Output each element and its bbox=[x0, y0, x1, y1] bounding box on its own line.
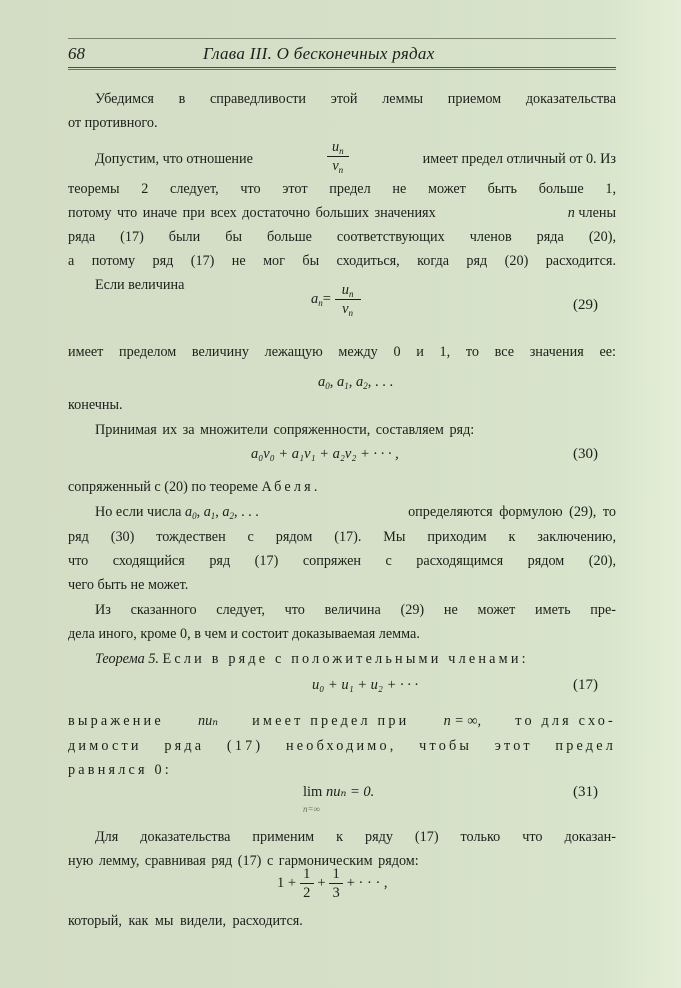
text-line: от противного. bbox=[68, 115, 158, 131]
author-name: Абеля. bbox=[261, 479, 321, 495]
harmonic-series: 1 + $\frac{1}{2}$ + $\frac{1}{3}$ + · · · , bbox=[277, 866, 388, 901]
text-line: конечны. bbox=[68, 397, 123, 413]
text-line: Из сказанного следует, что величина (29) не может иметь пре- bbox=[95, 602, 616, 618]
equation-number: (29) bbox=[573, 297, 598, 313]
text-line: ную лемму, сравнивая ряд (17) с гармоническим рядом: bbox=[68, 853, 419, 869]
theorem-line: равнялся 0: bbox=[68, 762, 172, 778]
text-line: Если величина bbox=[95, 277, 185, 293]
equation-number: (31) bbox=[573, 784, 598, 800]
header-top-rule bbox=[68, 38, 616, 39]
text-line: чего быть не может. bbox=[68, 577, 189, 593]
chapter-title: Глава III. О бесконечных рядах bbox=[203, 44, 435, 63]
text-line: Но если числа $a_0$, $a_1$, $a_2$, . . . определяются формулою (29), то bbox=[95, 504, 616, 521]
text-line: Для доказательства применим к ряду (17) только что доказан- bbox=[95, 829, 616, 845]
text-span: имеет предел при bbox=[252, 713, 410, 729]
fraction-1-3: $\frac{1}{3}$ bbox=[329, 866, 343, 901]
running-header bbox=[68, 40, 616, 66]
math-expr: nuₙ bbox=[198, 713, 218, 729]
fraction-un-vn: $\frac{u_n}{v_n}$ bbox=[327, 139, 349, 174]
header-bottom-rule bbox=[68, 67, 616, 70]
text-line bbox=[68, 478, 616, 496]
text-line: что сходящийся ряд (17) сопряжен с расходящимся рядом (20), bbox=[68, 553, 616, 569]
text-span: имеет предел отличный от 0. Из bbox=[422, 151, 616, 167]
text-span: то для схо- bbox=[515, 713, 616, 729]
text-line: имеет пределом величину лежащую между 0 и 1, то все значения ее: bbox=[68, 344, 616, 360]
equation-29: $a_n=$ $\frac{u_n}{v_n}$ bbox=[311, 282, 361, 317]
text-line: Убедимся в справедливости этой леммы приемом доказательства bbox=[95, 91, 616, 107]
sequence-a: $a_0$, $a_1$, $a_2$, . . . bbox=[318, 374, 394, 391]
text-line: дела иного, кроме 0, в чем и состоит доказываемая лемма. bbox=[68, 626, 420, 642]
theorem-line bbox=[68, 712, 616, 730]
equation-31: lim n=∞ nuₙ = 0. bbox=[303, 784, 375, 814]
text-span: выражение bbox=[68, 713, 164, 729]
text-line: который, как мы видели, расходится. bbox=[68, 913, 303, 929]
equation-30: a₀v₀ + a₁v₁ + a₂v₂ + · · · , bbox=[251, 446, 399, 462]
text-line bbox=[68, 204, 616, 222]
theorem-line: димости ряда (17) необходимо, чтобы этот предел bbox=[68, 738, 616, 754]
text-line-with-fraction bbox=[68, 139, 616, 179]
text-span: Допустим, что отношение bbox=[95, 151, 253, 167]
fraction: $\frac{u_n}{v_n}$ bbox=[335, 282, 361, 317]
equation-17: u₀ + u₁ + u₂ + · · · bbox=[312, 677, 419, 693]
text-line: теоремы 2 следует, что этот предел не может быть больше 1, bbox=[68, 181, 616, 197]
equation-number: (17) bbox=[573, 677, 598, 693]
theorem-label: Теорема 5. bbox=[95, 651, 159, 667]
theorem-text: Если в ряде с положительными членами: bbox=[162, 651, 529, 667]
variable-n: n bbox=[567, 205, 575, 221]
equation-number: (30) bbox=[573, 446, 598, 462]
text-span: члены bbox=[578, 205, 616, 221]
text-span: сопряженный с (20) по теореме bbox=[68, 479, 258, 495]
text-line: ряд (30) тождествен с рядом (17). Мы приходим к заключению, bbox=[68, 529, 616, 545]
text-line: ряда (17) были бы больше соответствующих членов ряда (20), bbox=[68, 229, 616, 245]
text-span: потому что иначе при всех достаточно больших значениях bbox=[68, 205, 436, 221]
page-number: 68 bbox=[68, 44, 85, 63]
text-line: а потому ряд (17) не мог бы сходиться, когда ряд (20) расходится. bbox=[68, 253, 616, 269]
theorem-line bbox=[68, 650, 616, 668]
text-line: Принимая их за множители сопряженности, составляем ряд: bbox=[95, 422, 475, 438]
text-span: определяются формулою (29), то bbox=[408, 504, 616, 520]
fraction-1-2: $\frac{1}{2}$ bbox=[300, 866, 314, 901]
math-expr: n = ∞, bbox=[443, 713, 482, 729]
